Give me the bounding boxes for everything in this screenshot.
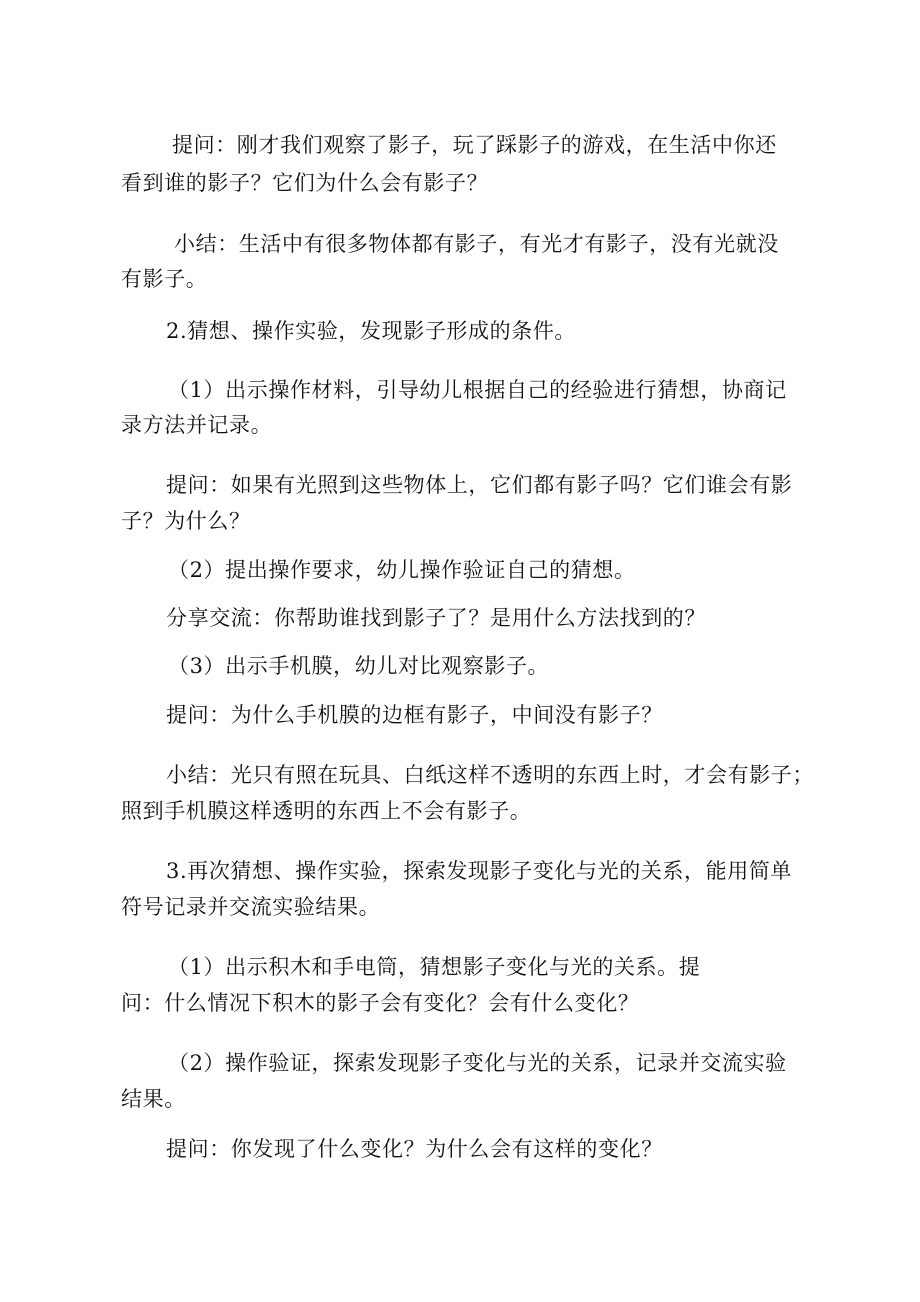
text-line: （2）提出操作要求，幼儿操作验证自己的猜想。 <box>168 558 636 582</box>
text-line: 提问：如果有光照到这些物体上，它们都有影子吗？它们谁会有影 <box>166 473 793 497</box>
text-line: （3）出示手机膜，幼儿对比观察影子。 <box>168 654 550 678</box>
text-line: （2）操作验证，探索发现影子变化与光的关系，记录并交流实验 <box>168 1051 787 1075</box>
text-line: 分享交流：你帮助谁找到影子了？是用什么方法找到的？ <box>166 606 706 630</box>
text-line: 有影子。 <box>121 267 208 291</box>
text-line: 3.再次猜想、操作实验，探索发现影子变化与光的关系，能用简单 <box>166 859 793 883</box>
text-line: 提问：刚才我们观察了影子，玩了踩影子的游戏，在生活中你还 <box>172 133 777 157</box>
text-line: 结果。 <box>121 1087 186 1111</box>
text-line: 2.猜想、操作实验，发现影子形成的条件。 <box>166 319 577 343</box>
text-line: 子？为什么？ <box>121 509 251 533</box>
text-line: （1）出示积木和手电筒，猜想影子变化与光的关系。提 <box>168 955 701 979</box>
text-line: 提问：你发现了什么变化？为什么会有这样的变化？ <box>166 1137 663 1161</box>
text-line: 提问：为什么手机膜的边框有影子，中间没有影子？ <box>166 703 663 727</box>
text-line: 看到谁的影子？它们为什么会有影子？ <box>121 171 489 195</box>
text-line: 录方法并记录。 <box>121 413 273 437</box>
text-line: 符号记录并交流实验结果。 <box>121 895 381 919</box>
text-line: 照到手机膜这样透明的东西上不会有影子。 <box>121 799 532 823</box>
text-line: 问：什么情况下积木的影子会有变化？会有什么变化？ <box>121 991 640 1015</box>
text-line: （1）出示操作材料，引导幼儿根据自己的经验进行猜想，协商记 <box>168 378 787 402</box>
text-line: 小结：生活中有很多物体都有影子，有光才有影子，没有光就没 <box>174 232 779 256</box>
text-line: 小结：光只有照在玩具、白纸这样不透明的东西上时，才会有影子； <box>166 763 814 787</box>
